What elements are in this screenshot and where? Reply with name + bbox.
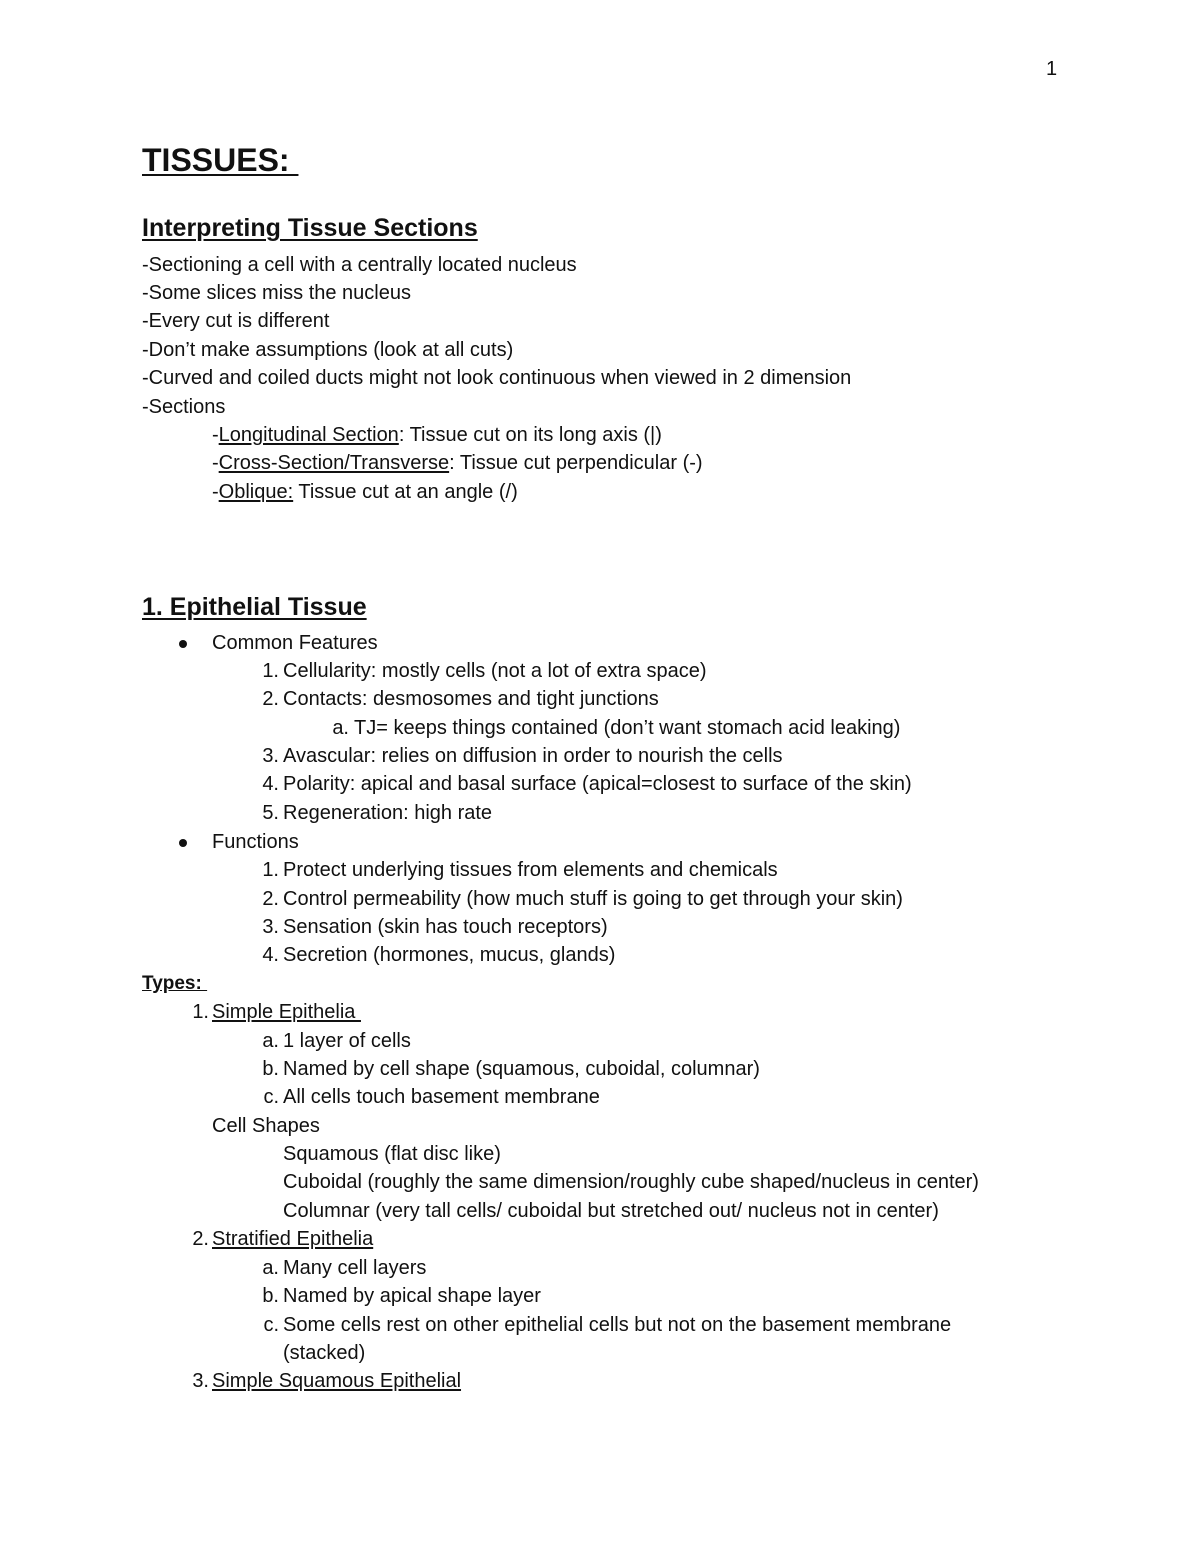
list-item: Named by apical shape layer [283,1285,541,1307]
list-letter: a. [332,717,349,739]
text-line: -Every cut is different [142,310,330,332]
list-item: Secretion (hormones, mucus, glands) [283,944,616,966]
text-line: -Sectioning a cell with a centrally located nucleus [142,254,577,276]
list-number: 1. [262,859,279,881]
list-number: 4. [262,944,279,966]
list-item: Cellularity: mostly cells (not a lot of extra space) [283,660,707,682]
list-item: 1 layer of cells [283,1030,411,1052]
list-item: Regeneration: high rate [283,802,493,824]
list-number: 4. [262,773,279,795]
list-number: 3. [262,745,279,767]
list-letter: b. [262,1058,279,1080]
list-item: Avascular: relies on diffusion in order to nourish the cells [283,745,783,767]
section-heading-epithelial: 1. Epithelial Tissue [142,593,367,621]
list-number: 1. [262,660,279,682]
list-item: Protect underlying tissues from elements and chemicals [283,859,778,881]
bullet-icon [179,640,187,648]
cell-shape-item: Squamous (flat disc like) [283,1143,501,1165]
section-type-longitudinal: -Longitudinal Section: Tissue cut on its long axis (|) [212,424,662,446]
list-item: Polarity: apical and basal surface (apical=closest to surface of the skin) [283,773,912,795]
text-line: -Curved and coiled ducts might not look continuous when viewed in 2 dimension [142,367,852,389]
list-label-common-features: Common Features [212,632,378,654]
list-label-functions: Functions [212,831,299,853]
list-item: Many cell layers [283,1257,427,1279]
page-number: 1 [1046,58,1058,80]
cell-shape-item: Cuboidal (roughly the same dimension/roughly cube shaped/nucleus in center) [283,1171,979,1193]
list-number: 2. [262,688,279,710]
text-line: -Sections [142,396,226,418]
list-item: TJ= keeps things contained (don’t want stomach acid leaking) [354,717,901,739]
list-number: 3. [192,1370,209,1392]
list-number: 1. [192,1001,209,1023]
list-number: 3. [262,916,279,938]
list-item-continuation: (stacked) [283,1342,366,1364]
list-number: 2. [262,888,279,910]
cell-shapes-label: Cell Shapes [212,1115,320,1137]
list-number: 2. [192,1228,209,1250]
type-stratified-epithelia: Stratified Epithelia [212,1228,374,1250]
types-label: Types: [142,973,208,994]
text-line: -Some slices miss the nucleus [142,282,411,304]
bullet-icon [179,839,187,847]
type-simple-squamous: Simple Squamous Epithelial [212,1370,462,1392]
list-number: 5. [262,802,279,824]
list-letter: c. [263,1086,279,1108]
section-type-oblique: -Oblique: Tissue cut at an angle (/) [212,481,518,503]
cell-shape-item: Columnar (very tall cells/ cuboidal but stretched out/ nucleus not in center) [283,1200,939,1222]
list-letter: a. [262,1257,279,1279]
type-simple-epithelia: Simple Epithelia [212,1001,361,1023]
list-item: Sensation (skin has touch receptors) [283,916,608,938]
list-item: Some cells rest on other epithelial cells but not on the basement membrane [283,1314,952,1336]
list-letter: c. [263,1314,279,1336]
list-item: Named by cell shape (squamous, cuboidal, columnar) [283,1058,760,1080]
section-type-cross: -Cross-Section/Transverse: Tissue cut perpendicular (-) [212,452,703,474]
text-line: -Don’t make assumptions (look at all cuts) [142,339,514,361]
page-title: TISSUES: [142,142,299,178]
list-item: Control permeability (how much stuff is going to get through your skin) [283,888,903,910]
list-item: All cells touch basement membrane [283,1086,600,1108]
section-heading-interpreting: Interpreting Tissue Sections [142,214,478,242]
list-letter: a. [262,1030,279,1052]
list-letter: b. [262,1285,279,1307]
list-item: Contacts: desmosomes and tight junctions [283,688,659,710]
